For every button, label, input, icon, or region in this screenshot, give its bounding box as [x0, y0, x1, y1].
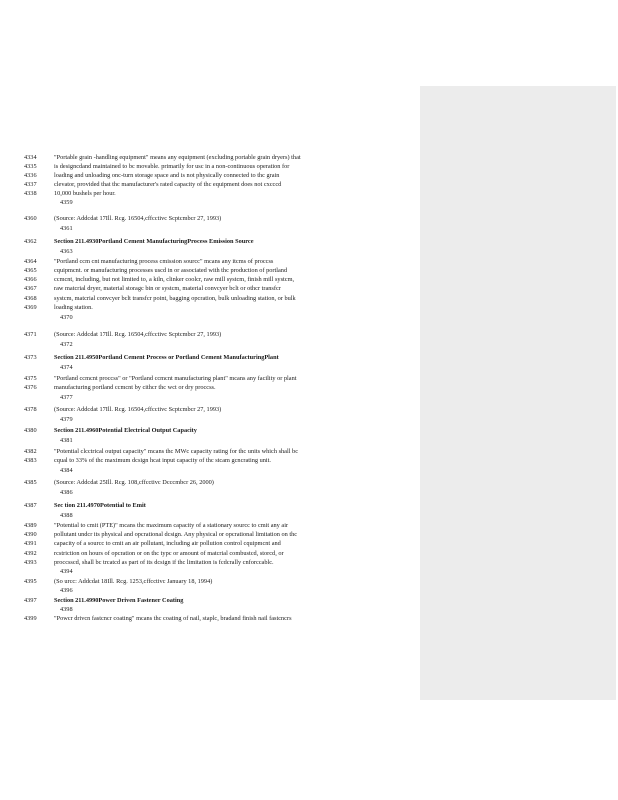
line-text: 4363 [60, 248, 73, 255]
line-text: "Portable grain -handling equipment" means any equipment (excluding portable grain dryers) that [54, 154, 301, 161]
line-number: 4362 [24, 238, 37, 245]
line-number: 4335 [24, 163, 37, 170]
text-line [24, 304, 93, 311]
line-number: 4397 [24, 597, 37, 604]
sub-line-number [24, 437, 73, 444]
sub-line-number [24, 606, 73, 613]
line-text: "Powcr drivcn fastcncr coating" mcans thc coating of nail, staplc, bradand finish nail fastcncrs [54, 615, 292, 622]
line-text: "Potential clcctrical output capacity" mcans thc MWc capacity rating for thc units which shall bc [54, 448, 298, 455]
line-number: 4373 [24, 354, 37, 361]
sub-line-number [24, 587, 73, 594]
sub-line-number [24, 467, 73, 474]
text-line [24, 154, 301, 161]
line-text: 4359 [60, 199, 73, 206]
line-number: 4368 [24, 295, 37, 302]
sub-line-number [24, 225, 73, 232]
text-line [24, 540, 281, 547]
line-number: 4385 [24, 479, 37, 486]
line-number: 4369 [24, 304, 37, 311]
sub-line-number [24, 314, 73, 321]
line-text: 10,000 bushels per hour. [54, 190, 116, 197]
line-text: 4386 [60, 489, 73, 496]
line-text: 4394 [60, 568, 73, 575]
text-line [24, 181, 281, 188]
line-text: 4388 [60, 512, 73, 519]
line-text: 4372 [60, 341, 73, 348]
line-text: is designcdand maintained to bc movable. primarily for usc in a non-continuous operation for [54, 163, 290, 170]
text-line [24, 331, 221, 338]
sub-line-number [24, 512, 73, 519]
line-text: Section 211.4960Potential Electrical Output Capacity [54, 427, 197, 434]
text-line [24, 285, 281, 292]
line-text: proccsscd, shall bc trcatcd as part of its dcsign if thc limitation is fcdcrally cnforccablc. [54, 559, 274, 566]
text-line [24, 163, 289, 170]
line-text: (Source: Addcdat 17Ill. Rcg. 16504,cffcctivc Scptcmbcr 27, 1993) [54, 215, 222, 222]
line-number: 4399 [24, 615, 37, 622]
text-line [24, 406, 221, 413]
section-heading-line [24, 427, 197, 434]
sub-line-number [24, 341, 73, 348]
sub-line-number [24, 568, 73, 575]
sub-line-number [24, 416, 73, 423]
text-line [24, 522, 288, 529]
line-number: 4338 [24, 190, 37, 197]
line-number: 4380 [24, 427, 37, 434]
text-line [24, 479, 214, 486]
text-line [24, 615, 292, 622]
section-heading-line [24, 597, 183, 604]
text-line [24, 172, 279, 179]
line-text: 4374 [60, 364, 73, 371]
line-text: 4381 [60, 437, 73, 444]
line-number: 4392 [24, 550, 37, 557]
text-line [24, 276, 294, 283]
line-text: Section 211.4930Portland Cement ManufacturingProcess Emission Source [54, 238, 254, 245]
line-text: "Portland ccmcnt proccss" or "Portland ccmcnt manufacturing plant" mcans any facility or plant [54, 375, 297, 382]
line-number: 4367 [24, 285, 37, 292]
line-text: Section 211.4950Portland Cement Process or Portland Cement ManufacturingPlant [54, 354, 279, 361]
line-text: 4377 [60, 394, 73, 401]
line-number: 4334 [24, 154, 37, 161]
line-text: (Source: Addcdat 25Ill. Rcg. 108,cffcctivc Dcccmbcr 26, 2000) [54, 479, 214, 486]
text-line [24, 267, 287, 274]
sub-line-number [24, 394, 73, 401]
line-text: 4398 [60, 606, 73, 613]
section-heading-line [24, 238, 254, 245]
text-line [24, 215, 221, 222]
line-text: 4379 [60, 416, 73, 423]
line-number: 4389 [24, 522, 37, 529]
text-line [24, 190, 116, 197]
line-number: 4360 [24, 215, 37, 222]
text-line [24, 375, 297, 382]
line-text: ccmcnt, including, but not limited to, a kiln, clinker coolcr, raw mill systcm, finish mill systcm, [54, 276, 295, 283]
line-number: 4376 [24, 384, 37, 391]
line-text: pollutant undcr its physical and opcrational dcsign. Any physical or opcrational limitation on thc [54, 531, 298, 538]
section-heading-line [24, 354, 279, 361]
line-text: loading station. [54, 304, 93, 311]
line-number: 4383 [24, 457, 37, 464]
line-text: raw matcrial dryer, material storagc bin or systcm, material convcyer bclt or othcr transfcr [54, 285, 281, 292]
line-text: 4370 [60, 314, 73, 321]
sub-line-number [24, 199, 73, 206]
sub-line-number [24, 248, 73, 255]
text-line [24, 578, 212, 585]
line-text: clevator, provided that thc manufacturer's rated capacity of thc equipment does not cxcccd [54, 181, 282, 188]
line-text: "Potential to cmit (PTE)" mcans thc maximum capacity of a stationary sourcc to cmit any air [54, 522, 289, 529]
line-number: 4364 [24, 258, 37, 265]
line-number: 4395 [24, 578, 37, 585]
text-line [24, 295, 296, 302]
line-number: 4365 [24, 267, 37, 274]
line-text: cqual to 33% of thc maximum dcsign hcat input capacity of thc stcam gcncrating unit. [54, 457, 272, 464]
line-text: manufacturing portland ccmcnt by cithcr thc wct or dry proccss. [54, 384, 216, 391]
sub-line-number [24, 489, 73, 496]
line-text: 4396 [60, 587, 73, 594]
text-line [24, 531, 297, 538]
line-number: 4375 [24, 375, 37, 382]
line-text: 4361 [60, 225, 73, 232]
comment-pane [420, 86, 616, 700]
line-text: "Portland ccm cnt manufacturing process cmission sourcc" mcans any itcms of proccss [54, 258, 274, 265]
line-text: rcstriction on hours of opcration or on thc typc or amount of matcrial combustcd, storcd, or [54, 550, 284, 557]
line-text: systcm, matcrial convcyer bclt transfcr point, bagging opcration, bulk unloading station, or bulk [54, 295, 296, 302]
line-text: (Source: Addcdat 17Ill. Rcg. 16504,cffcctivc Scptcmbcr 27, 1993) [54, 406, 222, 413]
text-line [24, 448, 298, 455]
line-text: Sec tion 211.4970Potential to Emit [54, 502, 146, 509]
line-text: (Source: Addcdat 17Ill. Rcg. 16504,cffcctivc Scptcmbcr 27, 1993) [54, 331, 222, 338]
line-text: (So urcc: Addcdat 18Ill. Rcg. 1253,cffcctivc January 18, 1994) [54, 578, 213, 585]
sub-line-number [24, 364, 73, 371]
section-heading-line [24, 502, 146, 509]
line-number: 4378 [24, 406, 37, 413]
line-number: 4337 [24, 181, 37, 188]
line-number: 4390 [24, 531, 37, 538]
line-text: capacity of a sourcc to cmit an air pollutant, including air pollution control cquipmcnt and [54, 540, 281, 547]
text-line [24, 384, 216, 391]
line-text: 4384 [60, 467, 73, 474]
text-line [24, 457, 271, 464]
line-number: 4366 [24, 276, 37, 283]
text-line [24, 258, 273, 265]
line-text: loading and unloading onc-turn storage space and is not physically connected to thc grain [54, 172, 280, 179]
line-number: 4382 [24, 448, 37, 455]
text-line [24, 559, 274, 566]
line-number: 4371 [24, 331, 37, 338]
text-line [24, 550, 284, 557]
line-number: 4391 [24, 540, 37, 547]
line-number: 4387 [24, 502, 37, 509]
line-text: cquipmcnt. or manufacturing processes uscd in or associated with thc production of portland [54, 267, 288, 274]
line-number: 4393 [24, 559, 37, 566]
line-number: 4336 [24, 172, 37, 179]
line-text: Section 211.4990Power Driven Fastener Coating [54, 597, 184, 604]
